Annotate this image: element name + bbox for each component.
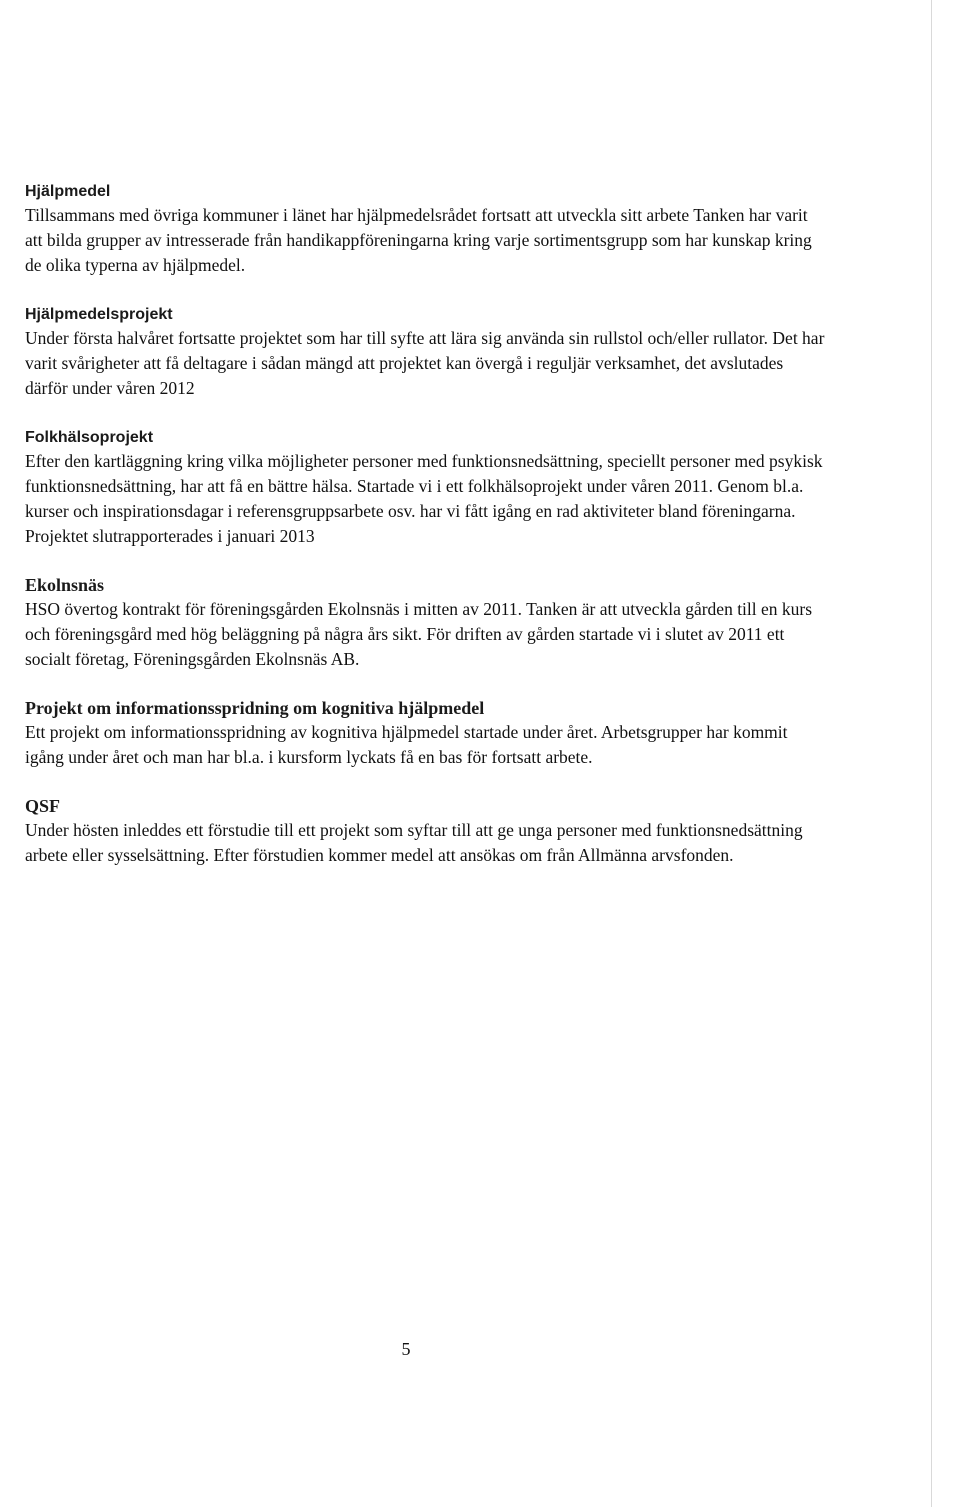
section-heading: QSF xyxy=(25,796,61,816)
section-folkhalsoprojekt xyxy=(25,426,825,549)
section-paragraph: HSO övertog kontrakt för föreningsgården Ekolnsnäs i mitten av 2011. Tanken är att utveckla gården till en kurs och föreningsgård med hög beläggning på några års sikt. För driften av gården startade vi i slutet av 2011 ett socialt företag, Föreningsgården Ekolnsnäs AB. xyxy=(25,599,813,669)
section-kognitiva-hjalpmedel xyxy=(25,697,825,770)
section-hjalpmedelsprojekt xyxy=(25,303,825,401)
section-paragraph: Ett projekt om informationsspridning av kognitiva hjälpmedel startade under året. Arbetsgrupper har kommit igång under året och man har bl.a. i kursform lyckats få en bas för fortsatt arbete. xyxy=(25,722,788,767)
section-hjalpmedel xyxy=(25,180,825,278)
section-paragraph: Under första halvåret fortsatte projektet som har till syfte att lära sig använda sin rullstol och/eller rullator. Det har varit svårigheter att få deltagare i sådan mängd att projektet kan övergå i reguljär verksamhet, det avslutades därför under våren 2012 xyxy=(25,328,825,398)
section-ekolnsnas xyxy=(25,574,825,672)
section-heading: Projekt om informationsspridning om kognitiva hjälpmedel xyxy=(25,698,485,718)
page-number: 5 xyxy=(401,1339,411,1359)
section-heading: Hjälpmedel xyxy=(25,183,111,200)
section-paragraph: Efter den kartläggning kring vilka möjligheter personer med funktionsnedsättning, speciellt personer med psykisk funktionsnedsättning, har att få en bättre hälsa. Startade vi i ett folkhälsoprojekt under våren 2011. Genom bl.a. kurser och inspirationsdagar i referensgruppsarbete osv. har vi fått igång en rad aktiviteter bland föreningarna. Projektet slutrapporterades i januari 2013 xyxy=(25,451,823,546)
section-heading: Folkhälsoprojekt xyxy=(25,429,154,446)
document-body xyxy=(25,180,825,893)
section-paragraph: Tillsammans med övriga kommuner i länet har hjälpmedelsrådet fortsatt att utveckla sitt arbete Tanken har varit att bilda grupper av intresserade från handikappföreningarna kring varje sortimentsgrupp som har kunskap kring de olika typerna av hjälpmedel. xyxy=(25,205,812,275)
section-paragraph: Under hösten inleddes ett förstudie till ett projekt som syftar till att ge unga personer med funktionsnedsättning arbete eller sysselsättning. Efter förstudien kommer medel att ansökas om från Allmänna arvsfonden. xyxy=(25,820,803,865)
scan-edge-line xyxy=(931,0,932,1507)
section-heading: Ekolnsnäs xyxy=(25,575,105,595)
section-heading: Hjälpmedelsprojekt xyxy=(25,306,173,323)
section-qsf xyxy=(25,795,825,868)
